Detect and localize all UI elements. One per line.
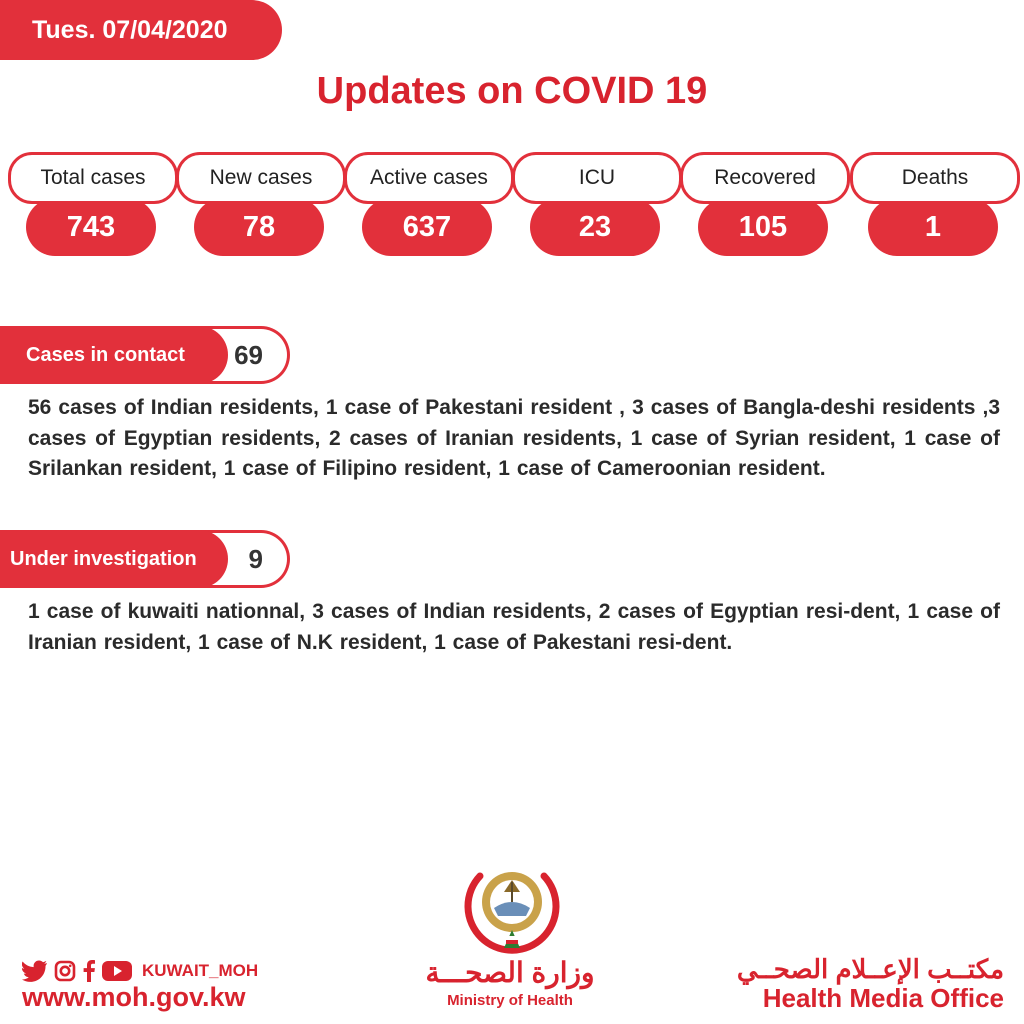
contact-details: 56 cases of Indian residents, 1 case of Pakestani resident , 3 cases of Bangla-deshi residents ,3 cases of Egyptian residents, 2 cases of Iranian residents, 1 case of Syrian resident, 1 case of Srilankan resident, 1 case of Filipino resident, 1 case of Cameroonian resident. [28,396,1000,480]
stat-value: 105 [698,198,828,256]
stat-label: New cases [176,152,346,204]
website-link[interactable]: www.moh.gov.kw [22,982,246,1012]
stat-deaths [850,152,1018,258]
youtube-icon[interactable] [102,960,132,982]
office-name-english: Health Media Office [762,983,1004,1013]
office-name-arabic: مكتــب الإعــلام الصحــي [736,954,1004,984]
kuwait-emblem-logo [460,856,564,960]
stat-value: 78 [194,198,324,256]
ministry-name-arabic: وزارة الصحـــة [425,957,595,988]
date-badge [0,0,282,60]
stat-value: 23 [530,198,660,256]
social-links [22,960,258,982]
stat-label: Deaths [850,152,1020,204]
investigation-details: 1 case of kuwaiti nationnal, 3 cases of Indian residents, 2 cases of Egyptian resi-dent, 1 case of Iranian resident, 1 case of N.K resident, 1 case of Pakestani resi-dent. [28,600,1000,654]
stat-value: 1 [868,198,998,256]
stat-active-cases [344,152,512,258]
contact-label: Cases in contact [0,326,228,384]
stat-label: Recovered [680,152,850,204]
stat-label: Total cases [8,152,178,204]
instagram-icon[interactable] [54,960,76,982]
twitter-icon[interactable] [22,960,48,982]
stat-label: Active cases [344,152,514,204]
date-text: Tues. 07/04/2020 [32,15,228,44]
stat-icu [512,152,680,258]
stat-value: 637 [362,198,492,256]
stat-total-cases [8,152,176,258]
page-title: Updates on COVID 19 [316,70,708,112]
stat-new-cases [176,152,344,258]
ministry-name-english: Ministry of Health [447,992,573,1009]
investigation-count: 9 [248,543,263,574]
stat-label: ICU [512,152,682,204]
contact-count: 69 [234,339,263,370]
investigation-label: Under investigation [0,530,228,588]
social-handle[interactable]: KUWAIT_MOH [142,961,259,980]
stat-recovered [680,152,848,258]
stat-value: 743 [26,198,156,256]
facebook-icon[interactable] [82,960,96,982]
